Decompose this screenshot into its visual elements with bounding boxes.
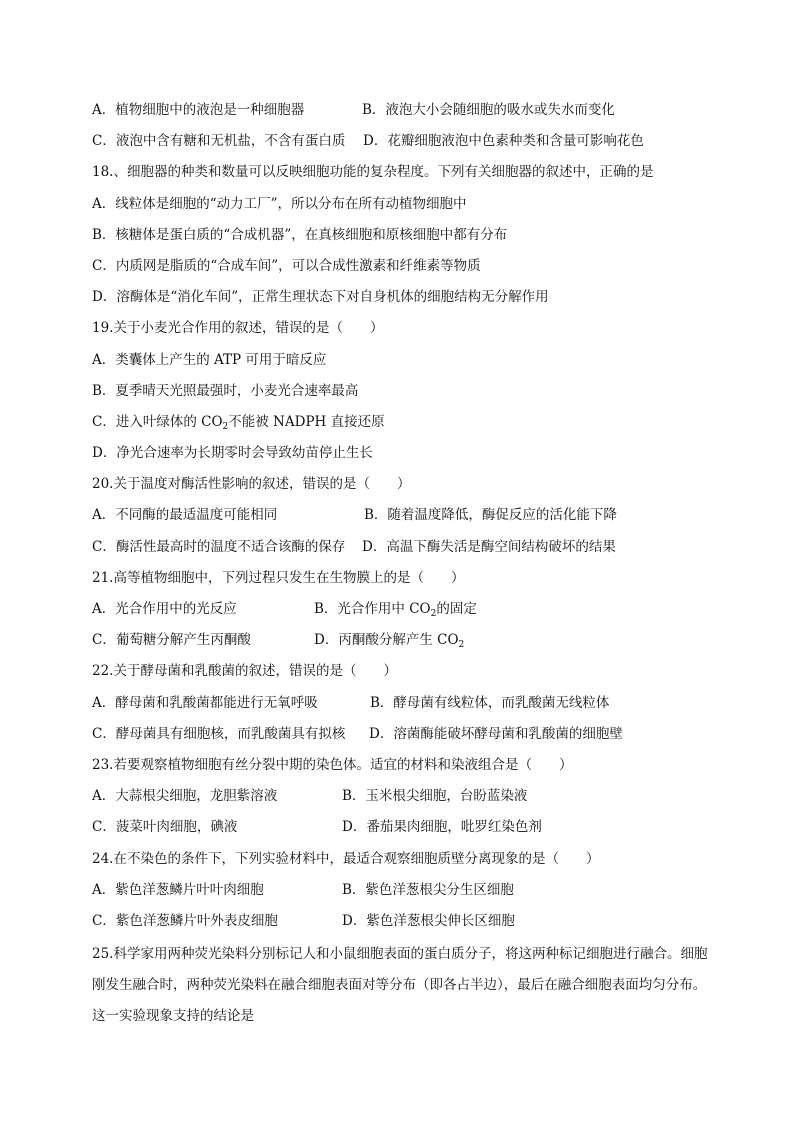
q22-option-d: D．溶菌酶能破坏酵母菌和乳酸菌的细胞壁 bbox=[369, 725, 623, 742]
q25-stem: 25.科学家用两种荧光染料分别标记人和小鼠细胞表面的蛋白质分子，将这两种标记细胞进行融合。细胞刚发生融合时，两种荧光染料在融合细胞表面对等分布（即各占半边），最后在融合细胞表面均匀分布。这一实验现象支持的结论是 bbox=[92, 946, 708, 1025]
q17-options-row-2 bbox=[92, 128, 722, 159]
q21-option-d-text: D．丙酮酸分解产生 CO bbox=[314, 632, 459, 649]
q22-options-row-1 bbox=[92, 690, 722, 721]
subscript: 2 bbox=[458, 640, 465, 651]
q19-stem: 19.关于小麦光合作用的叙述，错误的是（ ） bbox=[92, 320, 384, 337]
q21-options-row-2 bbox=[92, 627, 722, 658]
q21-option-b-text: B．光合作用中 CO bbox=[314, 601, 431, 617]
subscript: 2 bbox=[222, 421, 229, 432]
q19-option-c-text: C．进入叶绿体的 CO bbox=[92, 413, 223, 430]
q19-option-a: A．类囊体上产生的 ATP 可用于暗反应 bbox=[92, 351, 327, 368]
q20-option-b: B．随着温度降低，酶促反应的活化能下降 bbox=[364, 507, 617, 524]
q24-option-b: B．紫色洋葱根尖分生区细胞 bbox=[342, 881, 514, 898]
q19-option-c bbox=[92, 409, 722, 440]
q23-option-c: C．菠菜叶肉细胞，碘液 bbox=[92, 819, 238, 836]
q22-option-a: A．酵母菌和乳酸菌都能进行无氧呼吸 bbox=[92, 694, 318, 711]
q19-option-b: B．夏季晴天光照最强时，小麦光合速率最高 bbox=[92, 382, 359, 399]
q17-option-c: C．液泡中含有糖和无机盐，不含有蛋白质 bbox=[92, 133, 346, 150]
q22-stem: 22.关于酵母菌和乳酸菌的叙述，错误的是（ ） bbox=[92, 663, 397, 680]
q24-stem: 24.在不染色的条件下，下列实验材料中，最适合观察细胞质壁分离现象的是（ ） bbox=[92, 850, 600, 867]
q21-options-row-1 bbox=[92, 596, 722, 627]
q24-option-d: D．紫色洋葱根尖伸长区细胞 bbox=[342, 912, 515, 929]
q20-option-c: C．酶活性最高时的温度不适合该酶的保存 bbox=[92, 538, 346, 555]
q20-option-a: A．不同酶的最适温度可能相同 bbox=[92, 507, 278, 524]
q22-option-c: C．酵母菌具有细胞核，而乳酸菌具有拟核 bbox=[92, 725, 346, 742]
q23-stem: 23.若要观察植物细胞有丝分裂中期的染色体。适宜的材料和染液组合是（ ） bbox=[92, 756, 573, 773]
q24-option-c: C．紫色洋葱鳞片叶外表皮细胞 bbox=[92, 912, 278, 929]
q20-stem: 20.关于温度对酶活性影响的叙述，错误的是（ ） bbox=[92, 476, 411, 493]
q22-option-b: B．酵母菌有线粒体，而乳酸菌无线粒体 bbox=[370, 694, 610, 711]
q20-options-row-1 bbox=[92, 502, 722, 533]
q23-option-d: D．番茄果肉细胞，吡罗红染色剂 bbox=[342, 819, 542, 836]
q17-option-a: A．植物细胞中的液泡是一种细胞器 bbox=[92, 102, 305, 118]
q23-option-a: A．大蒜根尖细胞，龙胆紫溶液 bbox=[92, 788, 278, 805]
exam-page bbox=[92, 97, 722, 1033]
q21-option-c: C．葡萄糖分解产生丙酮酸 bbox=[92, 632, 251, 649]
q23-options-row-1 bbox=[92, 783, 722, 814]
q24-options-row-1 bbox=[92, 877, 722, 908]
q18-option-c: C．内质网是脂质的“合成车间”，可以合成性激素和纤维素等物质 bbox=[92, 257, 481, 274]
q21-stem: 21.高等植物细胞中，下列过程只发生在生物膜上的是（ ） bbox=[92, 569, 465, 586]
q22-options-row-2 bbox=[92, 721, 722, 752]
q20-options-row-2 bbox=[92, 534, 722, 565]
q17-option-b: B．液泡大小会随细胞的吸水或失水而变化 bbox=[362, 102, 615, 118]
q18-option-b: B．核糖体是蛋白质的“合成机器”，在真核细胞和原核细胞中都有分布 bbox=[92, 226, 508, 243]
subscript: 2 bbox=[430, 609, 437, 619]
q19-option-d: D．净光合速率为长期零时会导致幼苗停止生长 bbox=[92, 445, 373, 462]
q23-option-b: B．玉米根尖细胞，台盼蓝染液 bbox=[342, 788, 528, 805]
q17-option-d: D．花瓣细胞液泡中色素种类和含量可影响花色 bbox=[363, 133, 644, 150]
q21-option-d bbox=[314, 627, 464, 658]
q18-stem: 18.、细胞器的种类和数量可以反映细胞功能的复杂程度。下列有关细胞器的叙述中，正确的是 bbox=[92, 164, 654, 181]
q19-option-c-text-rest: 不能被 NADPH 直接还原 bbox=[228, 413, 385, 430]
q18-option-d: D．溶酶体是“消化车间”，正常生理状态下对自身机体的细胞结构无分解作用 bbox=[92, 289, 549, 306]
q17-options-row-1 bbox=[92, 97, 722, 128]
q21-option-b-text-rest: 的固定 bbox=[436, 601, 477, 617]
q23-options-row-2 bbox=[92, 814, 722, 845]
q24-option-a: A．紫色洋葱鳞片叶叶肉细胞 bbox=[92, 881, 264, 898]
q20-option-d: D．高温下酶失活是酶空间结构破坏的结果 bbox=[362, 538, 616, 555]
q21-option-b bbox=[314, 596, 477, 627]
q24-options-row-2 bbox=[92, 908, 722, 939]
q18-option-a: A．线粒体是细胞的“动力工厂”，所以分布在所有动植物细胞中 bbox=[92, 195, 467, 212]
q21-option-a: A．光合作用中的光反应 bbox=[92, 601, 237, 617]
